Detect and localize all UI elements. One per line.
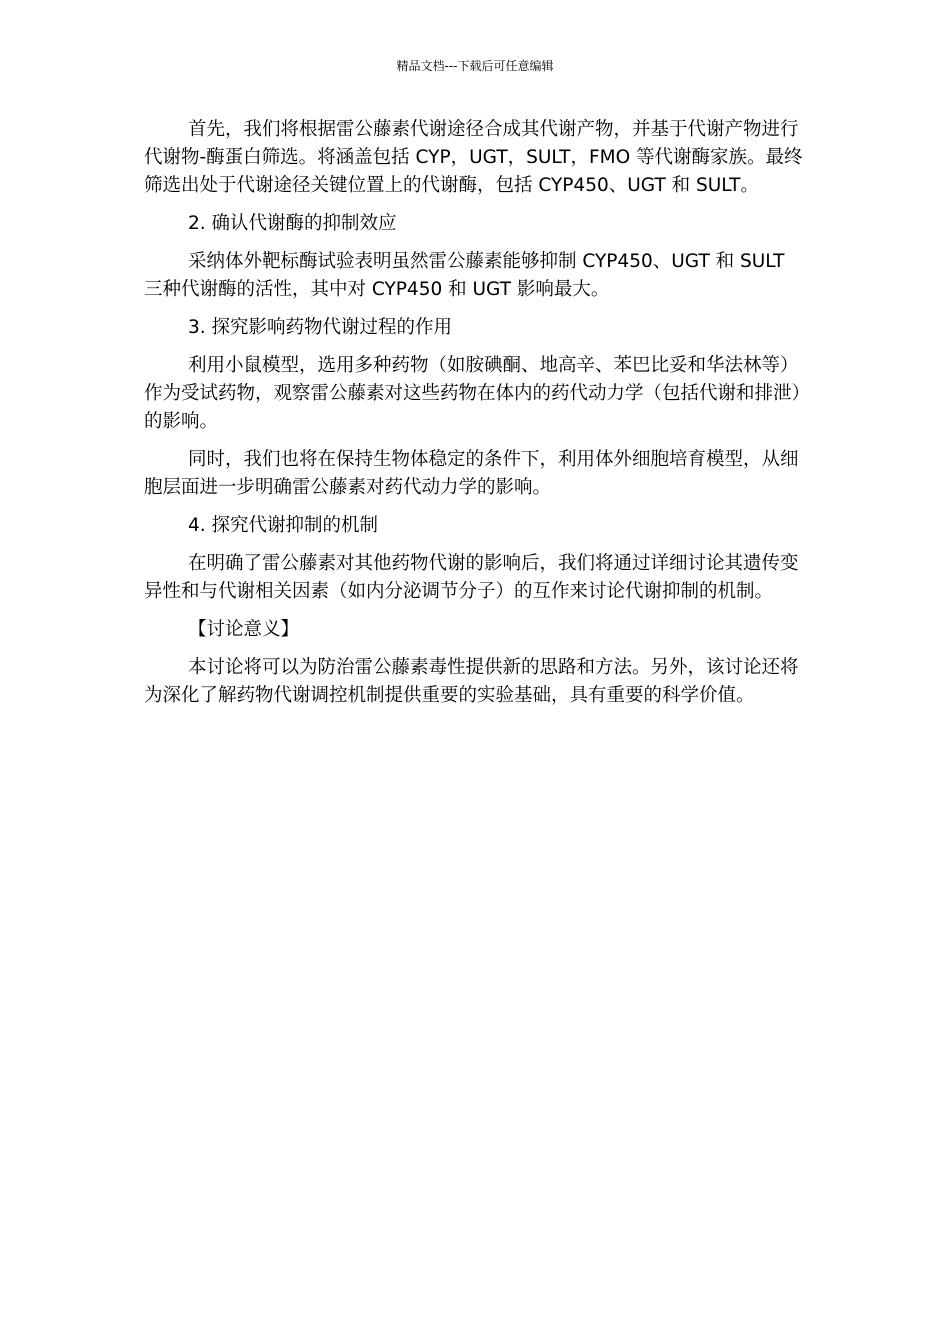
paragraph-mouse-model: 利用小鼠模型，选用多种药物（如胺碘酮、地高辛、苯巴比妥和华法林等）作为受试药物，观察雷公藤素对这些药物在体内的药代动力学（包括代谢和排泄）的影响。 bbox=[144, 355, 801, 432]
section-heading-4: 4. 探究代谢抑制的机制 bbox=[188, 515, 379, 536]
document-body bbox=[144, 116, 804, 720]
paragraph-cell-model: 同时，我们也将在保持生物体稳定的条件下，利用体外细胞培育模型，从细胞层面进一步明确雷公藤素对药代动力学的影响。 bbox=[144, 449, 799, 498]
page-header: 精品文档---下载后可任意编辑 bbox=[396, 59, 554, 73]
paragraph-mechanism: 在明确了雷公藤素对其他药物代谢的影响后，我们将通过详细讨论其遗传变异性和与代谢相关因素（如内分泌调节分子）的互作来讨论代谢抑制的机制。 bbox=[144, 553, 799, 602]
section-heading-2: 2. 确认代谢酶的抑制效应 bbox=[188, 213, 397, 234]
paragraph-inhibition: 采纳体外靶标酶试验表明虽然雷公藤素能够抑制 CYP450、UGT 和 SULT 三种代谢酶的活性，其中对 CYP450 和 UGT 影响最大。 bbox=[144, 251, 785, 300]
section-heading-3: 3. 探究影响药物代谢过程的作用 bbox=[188, 317, 453, 338]
paragraph-screening: 首先，我们将根据雷公藤素代谢途径合成其代谢产物，并基于代谢产物进行代谢物-酶蛋白筛选。将涵盖包括 CYP，UGT，SULT，FMO 等代谢酶家族。最终筛选出处于代谢途径关键位置上的代谢酶，包括 CYP450、UGT 和 SULT。 bbox=[144, 119, 803, 196]
section-heading-significance: 【讨论意义】 bbox=[188, 619, 300, 640]
paragraph-significance: 本讨论将可以为防治雷公藤素毒性提供新的思路和方法。另外，该讨论还将为深化了解药物代谢调控机制提供重要的实验基础，具有重要的科学价值。 bbox=[144, 657, 799, 706]
